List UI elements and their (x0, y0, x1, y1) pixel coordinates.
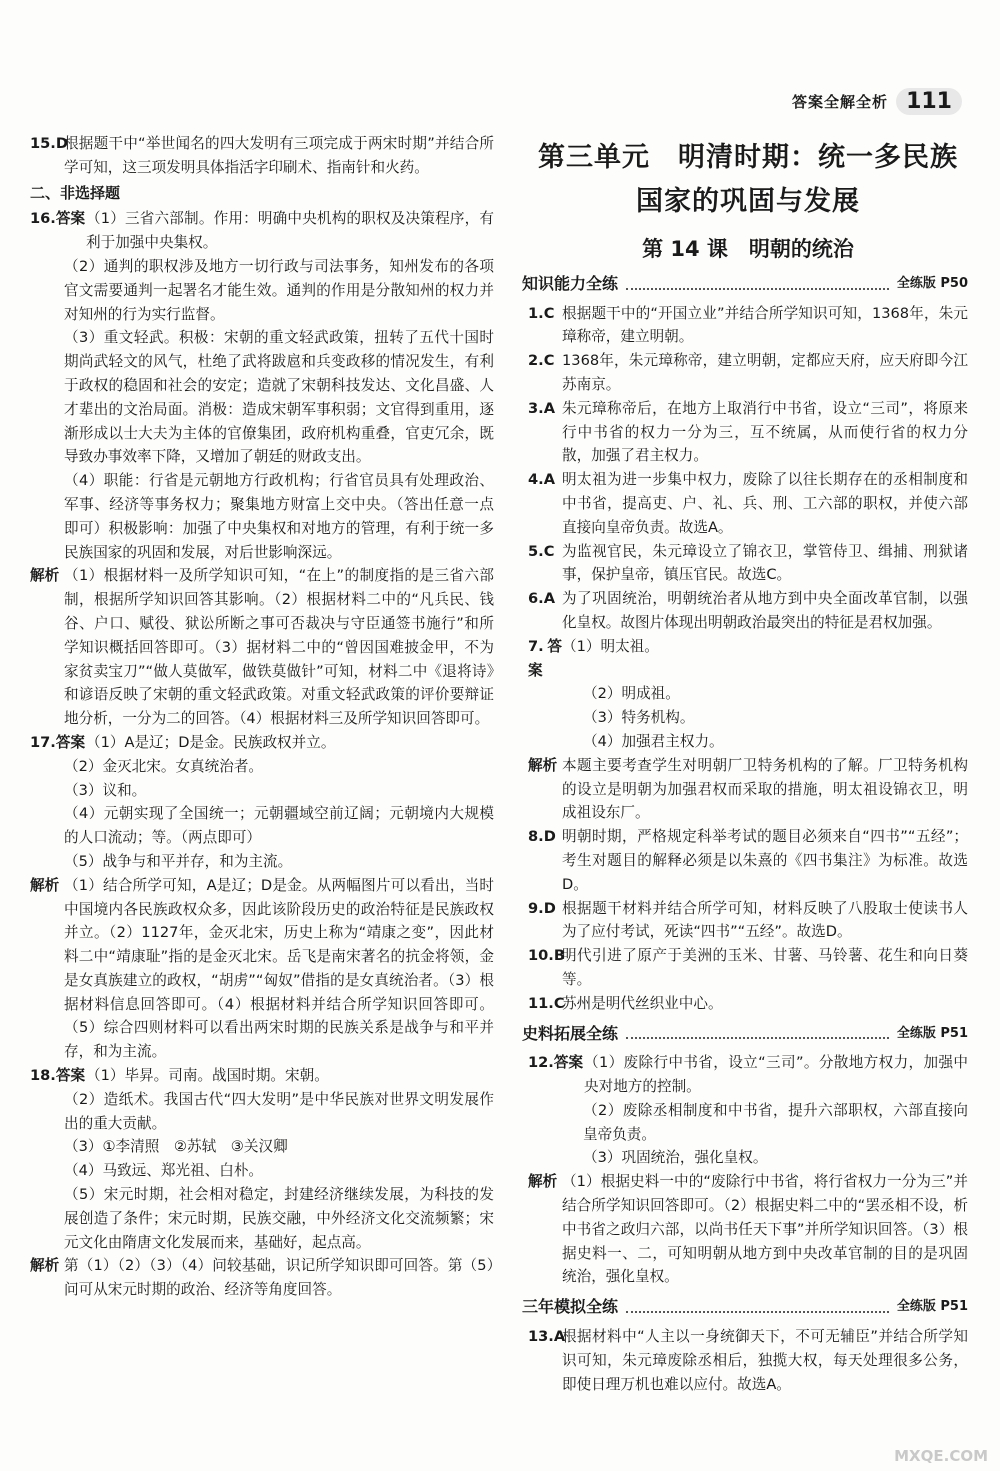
answer-item (528, 754, 968, 825)
answer-paragraph: （4）职能：行省是元朝地方行政机构；行省官员具有处理政治、军事、经济等事务权力；聚集地方财富上交中央。（答出任意一点即可）积极影响：加强了中央集权和对地方的管理，有利于统一多民族国家的巩固和发展，对后世影响深远。 (64, 472, 494, 561)
answer-paragraph: （3）重文轻武。积极：宋朝的重文轻武政策，扭转了五代十国时期尚武轻文的风气，杜绝了武将跋扈和兵变政移的情况发生，有利于政权的稳固和社会的安定；造就了宋朝科技发达、文化昌盛、人才辈出的文治局面。消极：造成宋朝军事积弱；文官得到重用，逐渐形成以士大夫为主体的官僚集团，政府机构重叠，官吏冗余，既导致办事效率下降，又增加了朝廷的财政支出。 (64, 329, 494, 466)
answer-label: 解析 (528, 756, 558, 774)
answer-paragraph: （3）①李清照 ②苏轼 ③关汉卿 (64, 1138, 288, 1156)
answer-paragraph: （3）巩固统治，强化皇权。 (583, 1149, 768, 1167)
dotted-leader (626, 1301, 889, 1313)
section-bar-title: 知识能力全练 (522, 273, 619, 293)
answer-item (528, 349, 968, 397)
answer-label: 10.B (528, 947, 565, 965)
answer-item (30, 1064, 494, 1088)
page-header (792, 88, 962, 115)
answer-label: 1.C (528, 304, 555, 322)
answer-paragraph: （2）通判的职权涉及地方一切行政与司法事务，知州发布的各项官文需要通判一起署名才能生效。通判的作用是分散知州的权力并对知州的行为实行监督。 (64, 257, 494, 323)
answer-paragraph: （5）宋元时期，社会相对稳定，封建经济继续发展，为科技的发展创造了条件；宋元时期，民族交融，中外经济文化交流频繁；宋元文化由隋唐文化发展而来，基础好，起点高。 (64, 1186, 494, 1251)
answer-paragraph: （2）金灭北宋。女真统治者。 (64, 757, 264, 775)
answer-label: 2.C (528, 352, 555, 370)
dotted-leader (626, 1027, 889, 1039)
unit-title-line-2: 国家的巩固与发展 (636, 186, 860, 217)
answer-item (528, 1170, 968, 1289)
right-blocks (522, 272, 968, 1397)
answer-text: 明朝时期，严格规定科举考试的题目必须来自“四书”“五经”；考生对题目的解释必须是以朱熹的《四书集注》为标准。故选D。 (562, 828, 968, 893)
answer-label: 5.C (528, 542, 555, 560)
answer-item (528, 992, 968, 1016)
answer-text: 为了巩固统治，明朝统治者从地方到中央全面改革官制，以强化皇权。故图片体现出明朝政治最突出的特征是君权加强。 (562, 590, 968, 631)
answer-item (30, 874, 494, 1064)
answer-text: 明太祖为进一步集中权力，废除了以往长期存在的丞相制度和中书省，提高吏、户、礼、兵、刑、工六部的职权，并使六部直接向皇帝负责。故选A。 (562, 471, 968, 536)
answer-item (528, 1051, 968, 1099)
answer-text: （1）根据史料一中的“废除行中书省，将行省权力一分为三”并结合所学知识回答即可。（2）根据史料二中的“罢丞相不设，析中书省之政归六部，以尚书任天下事”并所学知识回答。（3）根据史料一、二，可知明朝从地方到中央改革官制的目的是巩固统治，强化皇权。 (562, 1173, 968, 1286)
answer-item (528, 397, 968, 468)
answer-item (30, 207, 494, 255)
answer-text: 朱元璋称帝后，在地方上取消行中书省，设立“三司”，将原来行中书省的权力一分为三，互不统属，从而使行省的权力分散，加强了君主权力。 (562, 399, 968, 465)
answer-text: 第（1）（2）（3）（4）问较基础，识记所学知识即可回答。第（5）问可从宋元时期的政治、经济等角度回答。 (64, 1257, 494, 1299)
answer-paragraph: （3）特务机构。 (583, 709, 695, 727)
answer-item (30, 132, 494, 180)
answer-label: 解析 (30, 567, 60, 585)
answer-item (528, 302, 968, 350)
answer-text: （1）A是辽；D是金。民族政权并立。 (86, 733, 336, 751)
answer-text: 根据题干中“举世闻名的四大发明有三项完成于两宋时期”并结合所学可知，这三项发明具体指活字印刷术、指南针和火药。 (64, 135, 494, 176)
section-bar-page: 全练版 P51 (896, 1025, 968, 1041)
answer-text: 根据题干材料并结合所学可知，材料反映了八股取士使读书人为了应付考试，死读“四书”“五经”。故选D。 (562, 899, 968, 941)
answer-label: 解析 (528, 1173, 558, 1191)
answer-text: （1）根据材料一及所学知识可知，“在上”的制度指的是三省六部制，根据所学知识回答其影响。（2）根据材料二中的“凡兵民、钱谷、户口、赋役、狱讼所断之事可否裁决与守臣通签书施行”和所学知识概括回答即可。（3）据材料二中的“曾因国难披金甲，不为家贫卖宝刀”“做人莫做军，做铁莫做针”可知，材料二中《退将诗》和谚语反映了宋朝的重文轻武政策。对重文轻武政策的评价要辩证地分析，一分为二的回答。（4）根据材料三及所学知识回答即可。 (64, 567, 494, 728)
answer-text: （1）结合所学可知，A是辽；D是金。从两幅图片可以看出，当时中国境内各民族政权众多，因此该阶段历史的政治特征是民族政权并立。（2）1127年，金灭北宋，历史上称为“靖康之变”，因此材料二中“靖康耻”指的是金灭北宋。岳飞是南宋著名的抗金将领，金是女真族建立的政权，“胡虏”“匈奴”借指的是女真统治者。（3）根据材料信息回答即可。（4）根据材料并结合所学知识回答即可。（5）综合四则材料可以看出两宋时期的民族关系是战争与和平并存，和为主流。 (64, 876, 494, 1061)
answer-item (528, 1325, 968, 1396)
answer-paragraph: （4）马致远、郑光祖、白朴。 (64, 1162, 264, 1180)
answer-text: （1）三省六部制。作用：明确中央机构的职权及决策程序，有利于加强中央集权。 (86, 210, 494, 252)
answer-text: （1）毕昇。司南。战国时期。宋朝。 (86, 1067, 329, 1085)
answer-text: 明代引进了原产于美洲的玉米、甘薯、马铃薯、花生和向日葵等。 (562, 947, 968, 988)
answer-label: 15.D (30, 135, 68, 152)
page-number: 111 (896, 88, 962, 115)
answer-text: （1）废除行中书省，设立“三司”。分散地方权力，加强中央对地方的控制。 (584, 1054, 968, 1096)
answer-text: 本题主要考查学生对明朝厂卫特务机构的了解。厂卫特务机构的设立是明朝为加强君权而采取的措施，明太祖设锦衣卫，明成祖设东厂。 (562, 756, 968, 822)
answer-paragraph: （2）废除丞相制度和中书省，提升六部职权，六部直接向皇帝负责。 (583, 1101, 968, 1143)
answer-label: 9.D (528, 899, 556, 917)
unit-title-line-1: 第三单元 明清时期：统一多民族 (538, 142, 958, 173)
answer-label: 4.A (528, 471, 555, 489)
section-bar-title: 三年模拟全练 (522, 1297, 619, 1317)
answer-label: 解析 (30, 1257, 60, 1275)
answer-label: 17.答案 (30, 733, 86, 751)
answer-item (528, 897, 968, 945)
answer-label: 3.A (528, 399, 555, 417)
answer-label: 解析 (30, 876, 60, 894)
answer-text: 苏州是明代丝织业中心。 (562, 994, 723, 1012)
answer-paragraph: （2）造纸术。我国古代“四大发明”是中华民族对世界文明发展作出的重大贡献。 (64, 1090, 494, 1132)
dotted-leader (626, 278, 889, 290)
answer-label: 7.答案 (528, 637, 562, 679)
answer-label: 12.答案 (528, 1054, 584, 1072)
right-column (522, 132, 968, 1396)
lesson-title: 第 14 课 明朝的统治 (642, 237, 854, 261)
unit-title (528, 136, 968, 224)
section-bar-page: 全练版 P50 (896, 275, 968, 291)
answer-item (30, 564, 494, 731)
section-bar-page: 全练版 P51 (896, 1299, 968, 1315)
answer-paragraph: （5）战争与和平并存，和为主流。 (64, 852, 293, 870)
header-label: 答案全解全析 (792, 93, 889, 111)
answer-item (528, 587, 968, 635)
answer-text: （1）明太祖。 (562, 637, 659, 655)
left-column (30, 132, 494, 1302)
answer-text: 根据材料中“人主以一身统御天下，不可无辅臣”并结合所学知识可知，朱元璋废除丞相后，独揽大权，每天处理很多公务，即使日理万机也难以应付。故选A。 (562, 1328, 968, 1393)
section-bar (522, 1022, 968, 1046)
section-heading: 二、非选择题 (30, 183, 121, 202)
section-bar (522, 1295, 968, 1319)
answer-item (528, 944, 968, 992)
answer-paragraph: （4）元朝实现了全国统一；元朝疆域空前辽阔；元朝境内大规模的人口流动；等。（两点即可） (64, 805, 494, 847)
answer-text: 1368年，朱元璋称帝，建立明朝，定都应天府，应天府即今江苏南京。 (562, 352, 968, 393)
answer-paragraph: （3）议和。 (64, 781, 147, 799)
answer-paragraph: （4）加强君主权力。 (583, 732, 724, 750)
answer-paragraph: （2）明成祖。 (583, 685, 680, 703)
section-bar (522, 272, 968, 296)
answer-label: 11.C (528, 994, 565, 1012)
answer-item (30, 731, 494, 755)
answer-label: 16.答案 (30, 210, 86, 228)
answer-label: 8.D (528, 828, 556, 846)
answer-item (528, 540, 968, 588)
answer-text: 为监视官民，朱元璋设立了锦衣卫，掌管侍卫、缉捕、刑狱诸事，保护皇帝，镇压官民。故选C。 (562, 542, 968, 584)
answer-item (30, 1254, 494, 1302)
answer-label: 18.答案 (30, 1067, 86, 1085)
answer-item (528, 468, 968, 539)
section-bar-title: 史料拓展全练 (522, 1023, 619, 1043)
answer-item (528, 825, 968, 896)
answer-label: 6.A (528, 590, 555, 608)
answer-label: 13.A (528, 1328, 566, 1346)
watermark: MXQE.COM (894, 1447, 988, 1465)
answer-item (528, 635, 968, 683)
answer-text: 根据题干中的“开国立业”并结合所学知识可知，1368年，朱元璋称帝，建立明朝。 (562, 304, 968, 346)
